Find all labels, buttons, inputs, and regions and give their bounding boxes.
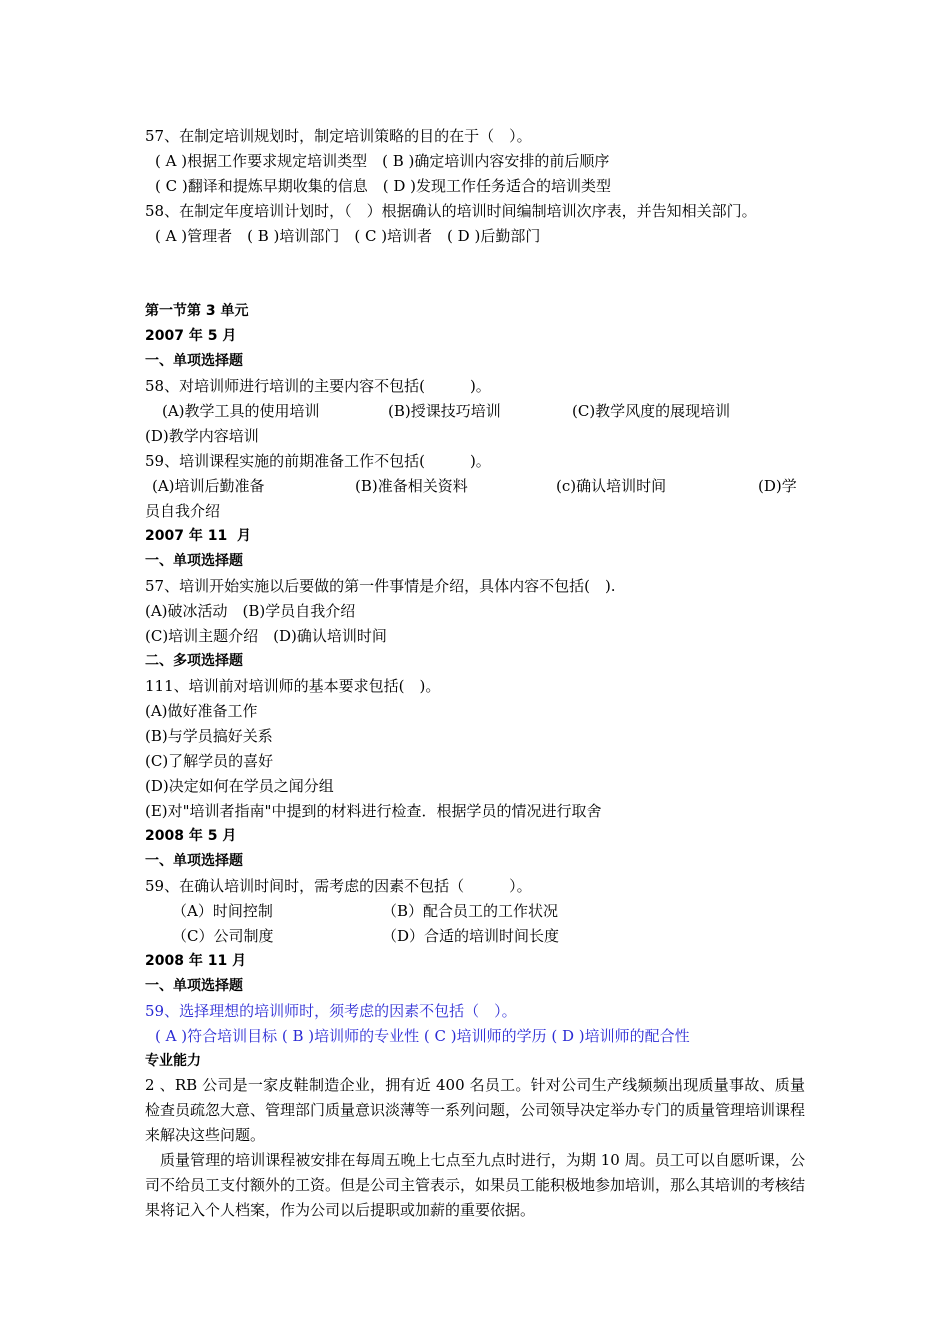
unit-title: 第一节第 3 单元: [145, 303, 249, 319]
option-d: (D)教学内容培训: [145, 427, 259, 445]
question-57-options-ab: ( A )根据工作要求规定培训类型 ( B )确定培训内容安排的前后顺序: [155, 152, 610, 170]
question-59-2008: 59、在确认培训时间时，需考虑的因素不包括（ ）。: [145, 877, 532, 895]
option-b: (B)与学员搞好关系: [145, 727, 273, 745]
question-57-options-ab: (A)破冰活动 (B)学员自我介绍: [145, 602, 356, 620]
date-heading-2007-05: 2007 年 5 月: [145, 328, 237, 344]
option-d-continued: 员自我介绍: [145, 502, 221, 520]
section-type-heading: 一、单项选择题: [145, 553, 243, 569]
option-c: （C）公司制度: [172, 927, 274, 945]
section-type-heading: 一、单项选择题: [145, 853, 243, 869]
case-study-text: [145, 1073, 805, 1223]
option-a: (A)做好准备工作: [145, 702, 258, 720]
option-b: (B)准备相关资料: [355, 477, 468, 495]
question-58-2007: 58、对培训师进行培训的主要内容不包括( )。: [145, 377, 491, 395]
date-heading-2008-11: 2008 年 11 月: [145, 953, 247, 969]
section-type-heading: 一、单项选择题: [145, 353, 243, 369]
section-type-heading: 一、单项选择题: [145, 978, 243, 994]
question-58: 58、在制定年度培训计划时，（ ）根据确认的培训时间编制培训次序表，并告知相关部门。: [145, 202, 757, 220]
option-c: (C)了解学员的喜好: [145, 752, 274, 770]
section-type-heading: 二、多项选择题: [145, 653, 243, 669]
case-paragraph-1: 2 、RB 公司是一家皮鞋制造企业，拥有近 400 名员工。针对公司生产线频频出现质量事故、质量检查员疏忽大意、管理部门质量意识淡薄等一系列问题，公司领导决定举办专门的质量管理培训课程来解决这些问题。: [145, 1076, 806, 1144]
option-a: (A)教学工具的使用培训: [162, 402, 320, 420]
option-d: (D)决定如何在学员之闻分组: [145, 777, 334, 795]
option-d: （D）合适的培训时间长度: [382, 927, 560, 945]
option-a: （A）时间控制: [172, 902, 273, 920]
option-e: (E)对"培训者指南"中提到的材料进行检查．根据学员的情况进行取舍: [145, 802, 602, 820]
question-58-options: ( A )管理者 ( B )培训部门 ( C )培训者 ( D )后勤部门: [155, 227, 541, 245]
option-b: (B)授课技巧培训: [388, 402, 501, 420]
date-heading-2007-11: 2007 年 11 月: [145, 528, 251, 544]
option-a: (A)培训后勤准备: [152, 477, 265, 495]
option-c: (C)教学风度的展现培训: [572, 402, 731, 420]
question-111: 111、培训前对培训师的基本要求包括( )。: [145, 677, 441, 695]
question-57-options-cd: ( C )翻译和提炼早期收集的信息 ( D )发现工作任务适合的培训类型: [155, 177, 611, 195]
option-d: (D)学: [758, 477, 797, 495]
option-c: (c)确认培训时间: [556, 477, 667, 495]
date-heading-2008-05: 2008 年 5 月: [145, 828, 237, 844]
question-59-2007: 59、培训课程实施的前期准备工作不包括( )。: [145, 452, 491, 470]
question-57-options-cd: (C)培训主题介绍 (D)确认培训时间: [145, 627, 387, 645]
professional-ability-heading: 专业能力: [145, 1053, 201, 1069]
question-59-options-highlighted: ( A )符合培训目标 ( B )培训师的专业性 ( C )培训师的学历 ( D )培训师的配合性: [155, 1027, 690, 1045]
question-59-2008-highlighted: 59、选择理想的培训师时，须考虑的因素不包括（ ）。: [145, 1002, 517, 1020]
question-57-2007: 57、培训开始实施以后要做的第一件事情是介绍，具体内容不包括( ).: [145, 577, 616, 595]
question-57: 57、在制定培训规划时，制定培训策略的目的在于（ ）。: [145, 127, 532, 145]
case-paragraph-2: 质量管理的培训课程被安排在每周五晚上七点至九点时进行，为期 10 周。员工可以自愿听课，公司不给员工支付额外的工资。但是公司主管表示，如果员工能积极地参加培训，那么其培训的考核结果将记入个人档案，作为公司以后提职或加薪的重要依据。: [145, 1151, 806, 1219]
option-b: （B）配合员工的工作状况: [382, 902, 559, 920]
